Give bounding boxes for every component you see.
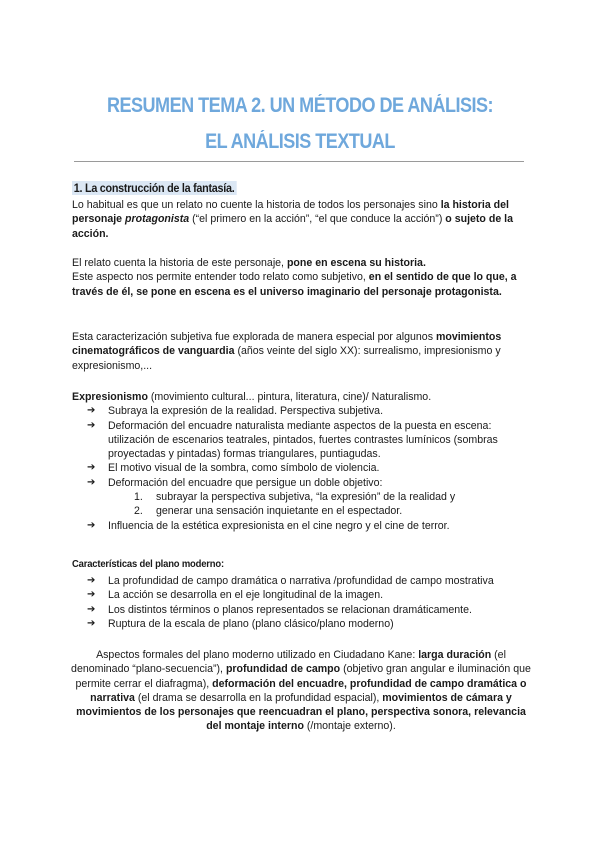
item-number: 2. [134,505,143,518]
numbered-list [108,490,534,519]
section-heading-construccion: 1. La construcción de la fantasía. [73,181,235,195]
bold-italic-text: protagonista [125,213,190,226]
item-text: subrayar la perspectiva subjetiva, “la expresión” de la realidad y [156,491,456,504]
text: Este aspecto nos permite entender todo relato como subjetivo, [72,271,369,284]
list-item: ➔ La profundidad de campo dramática o narrativa /profundidad de campo mostrativa [72,574,534,588]
text: Lo habitual es que un relato no cuente la historia de todos los personajes sino [72,199,441,211]
text: Aspectos formales del plano moderno utilizado en Ciudadano Kane: [96,649,419,661]
bold-text: Expresionismo [72,391,148,403]
text: Esta caracterización subjetiva fue explorada de manera especial por algunos [72,331,436,343]
list-item: ➔ Influencia de la estética expresionista en el cine negro y el cine de terror. [72,519,534,533]
list-item: ➔ Deformación del encuadre naturalista mediante aspectos de la puesta en escena: utilización de escenarios teatrales, pintados, fuertes contrastes lumínicos (sombras proyectadas y pintadas) formas triangulares, puntiagudas. [72,419,534,462]
text: (el drama se desarrolla en la profundidad espacial), [134,691,383,704]
bold-text: pone en escena su historia. [286,257,426,269]
paragraph-relato [72,198,534,241]
list-item: ➔ Ruptura de la escala de plano (plano clásico/plano moderno) [72,617,534,631]
expresionismo-list [72,404,534,533]
bold-text: movimientos cinematográficos de vanguardia [72,331,502,358]
bold-text: profundidad de campo [225,663,341,676]
title-divider [74,161,524,162]
bold-text: o sujeto de la acción. [72,213,513,240]
expresionismo-intro [72,390,534,404]
list-item: ➔ La acción se desarrolla en el eje longitudinal de la imagen. [72,588,534,602]
text: (objetivo gran angular e iluminación que permite cerrar el diafragma), [75,663,531,690]
numbered-item [108,490,534,504]
expresionismo-section [72,390,534,533]
title-line-1: RESUMEN TEMA 2. UN MÉTODO DE ANÁLISIS: [106,94,494,117]
plano-moderno-section [72,574,534,631]
item-text: generar una sensación inquietante en el espectador. [156,505,403,518]
text: (el denominado “plano-secuencia”), [71,649,506,676]
list-item: ➔ Los distintos términos o planos representados se relacionan dramáticamente. [72,603,534,617]
list-item: ➔ El motivo visual de la sombra, como símbolo de violencia. [72,461,534,475]
text: El relato cuenta la historia de este personaje, [72,257,287,269]
bold-text: larga duración [418,649,492,661]
list-item-text: Deformación del encuadre que persigue un doble objetivo: [108,476,383,489]
text: (“el primero en la acción”, “el que conduce la acción”) [189,213,446,226]
bold-text: la historia del personaje [72,199,509,226]
text: (movimiento cultural... pintura, literatura, cine)/ Naturalismo. [147,391,432,403]
plano-moderno-heading: Características del plano moderno: [72,558,224,570]
bold-text: en el sentido de que lo que, a través de él, se pone en escena es el universo imaginario del personaje protagonista. [72,271,517,298]
list-item: ➔ Subraya la expresión de la realidad. Perspectiva subjetiva. [72,404,534,418]
paragraph-historia [72,256,534,299]
bold-text: movimientos de cámara y movimientos de los personajes que reencuadran el plano, perspectiva sonora, relevancia del montaje interno [76,691,526,733]
item-number: 1. [134,491,143,504]
paragraph-ciudadano-kane [70,648,532,734]
paragraph-vanguardia [72,330,534,373]
numbered-item [108,504,534,518]
text: (/montaje externo). [303,720,396,733]
plano-moderno-list [72,574,534,631]
list-item [72,476,534,519]
title-line-2: EL ANÁLISIS TEXTUAL [205,130,395,153]
bold-text: deformación del encuadre, profundidad de campo dramática o narrativa [90,677,527,704]
text: (años veinte del siglo XX): surrealismo, impresionismo y expresionismo,... [72,345,501,372]
